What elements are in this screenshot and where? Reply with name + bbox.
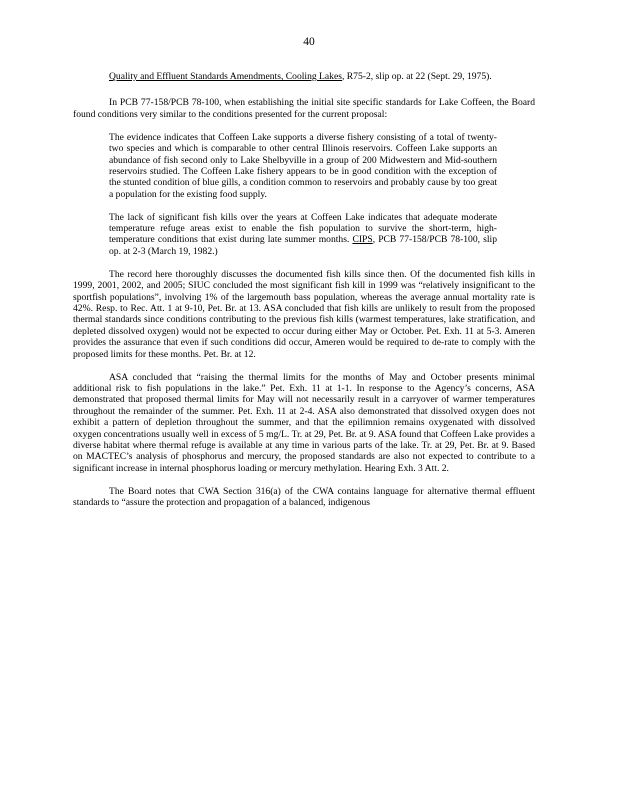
case-name: CIPS bbox=[352, 234, 373, 246]
page-number: 40 bbox=[303, 36, 315, 48]
paragraph-board-finding: In PCB 77-158/PCB 78-100, when establishing the initial site specific standards for Lake Coffeen, the Board found conditions very similar to the conditions presented for the current proposal: bbox=[73, 97, 535, 120]
body-text bbox=[73, 71, 535, 520]
paragraph-asa-conclusion: ASA concluded that “raising the thermal limits for the months of May and October presents minimal additional risk to fish populations in the lake.” Pet. Exh. 11 at 1-1. In response to the Agency’s concerns, ASA demonstrated that proposed thermal limits for May will not necessarily result in a carryover of warmer temperatures throughout the remainder of the summer. Pet. Exh. 11 at 2-4. ASA also demonstrated that dissolved oxygen does not exhibit a pattern of depletion throughout the summer, and that the epilimnion remains oxygenated with dissolved oxygen concentrations usually well in excess of 5 mg/L. Tr. at 29, Pet. Br. at 9. ASA found that Coffeen Lake provides a diverse habitat where thermal refuge is available at any time in various parts of the lake. Tr. at 29, Pet. Br. at 9. Based on MACTEC’s analysis of phosphorus and mercury, the proposed standards are also not expected to contribute to a significant increase in internal phosphorus loading or mercury methylation. Hearing Exh. 3 Att. 2. bbox=[73, 371, 535, 474]
case-citation: , PCB 77-158/PCB 78-100, slip op. at 2-3 (March 19, 1982.) bbox=[109, 234, 497, 257]
citation-rest: , R75-2, slip op. at 22 (Sept. 29, 1975). bbox=[341, 71, 492, 82]
block-quote-fishery: The evidence indicates that Coffeen Lake supports a diverse fishery consisting of a total of twenty-two species and which is comparable to other central Illinois reservoirs. Coffeen Lake supports an abundance of fish second only to Lake Shelbyville in a group of 200 Midwestern and Mid-southern reservoirs studied. The Coffeen Lake fishery appears to be in good condition with the exception of the stunted condition of blue gills, a condition common to reservoirs and probably cause by too great a population for the existing food supply. bbox=[109, 131, 497, 200]
paragraph-fish-kills-record: The record here thoroughly discusses the documented fish kills since then. Of the documented fish kills in 1999, 2001, 2002, and 2005; SIUC concluded the most significant fish kill in 1999 was “relatively insignificant to the sportfish populations”, involving 1% of the largemouth bass population, whereas the average annual mortality rate is 42%. Resp. to Rec. Att. 1 at 9-10, Pet. Br. at 13. ASA concluded that fish kills are unlikely to result from the proposed thermal standards since conditions contributing to the previous fish kills (warmest temperatures, lake stratification, and depleted dissolved oxygen) would not be expected to occur during either May or October. Pet. Exh. 11 at 5-3. Ameren provides the assurance that even if such conditions did occur, Ameren would be required to de-rate to comply with the proposed limits for these months. Pet. Br. at 12. bbox=[73, 268, 535, 360]
paragraph-cwa-section: The Board notes that CWA Section 316(a) of the CWA contains language for alternative thermal effluent standards to “assure the protection and propagation of a balanced, indigenous bbox=[73, 485, 535, 509]
citation-line bbox=[73, 71, 535, 82]
citation-title: Quality and Effluent Standards Amendments, Cooling Lakes bbox=[109, 71, 342, 82]
block-quote-fish-kills-text: The lack of significant fish kills over the years at Coffeen Lake indicates that adequate moderate temperature refuge areas exist to enable the fish population to survive the short-term, high-temperature conditions that exist during late summer months. bbox=[109, 211, 497, 246]
block-quote-fish-kills bbox=[109, 212, 497, 258]
